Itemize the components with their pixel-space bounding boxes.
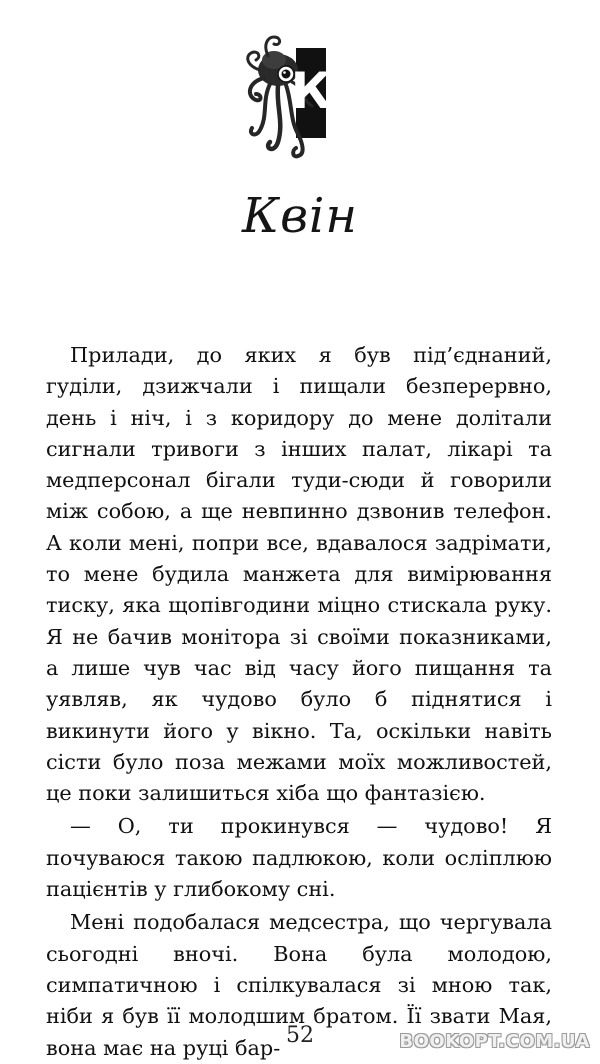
chapter-emblem — [240, 30, 350, 165]
page-number: 52 — [286, 1023, 314, 1048]
emblem-letter: К — [290, 62, 332, 120]
watermark: BOOKOPT.COM.UA — [399, 1031, 590, 1052]
octopus-icon — [240, 30, 350, 165]
chapter-title: Квін — [241, 188, 359, 244]
paragraph: Прилади, до яких я був під’єднаний, гуділи, дзижчали і пищали безперервно, день і ніч, і з коридору до мене долітали сигнали тривоги з інших палат, лікарі та медперсонал бігали туди-сюди й говорили між собою, а ще невпинно дзвонив телефон. А коли мені, попри все, вдавалося задрімати, то мене будила манжета для вимірювання тиску, яка щопівгодини міцно стискала руку. Я не бачив монітора зі своїми показниками, а лише чув час від часу його пищання та уявляв, як чудово було б піднятися і викинути його у вікно. Та, оскільки навіть сісти було поза межами моїх можливостей, це поки залишиться хіба що фантазією. — [46, 343, 552, 806]
paragraph: — О, ти прокинувся — чудово! Я почуваюся такою падлюкою, коли осліплюю пацієнтів у глибокому сні. — [46, 814, 552, 902]
body-text — [46, 340, 552, 1064]
paragraph: Мені подобалася медсестра, що чергувала сьогодні вночі. Вона була молодою, симпатичною і спілкувалася зі мною так, ніби я був її молодшим братом. Її звати Мая, вона має на руці бар- — [46, 910, 552, 1060]
